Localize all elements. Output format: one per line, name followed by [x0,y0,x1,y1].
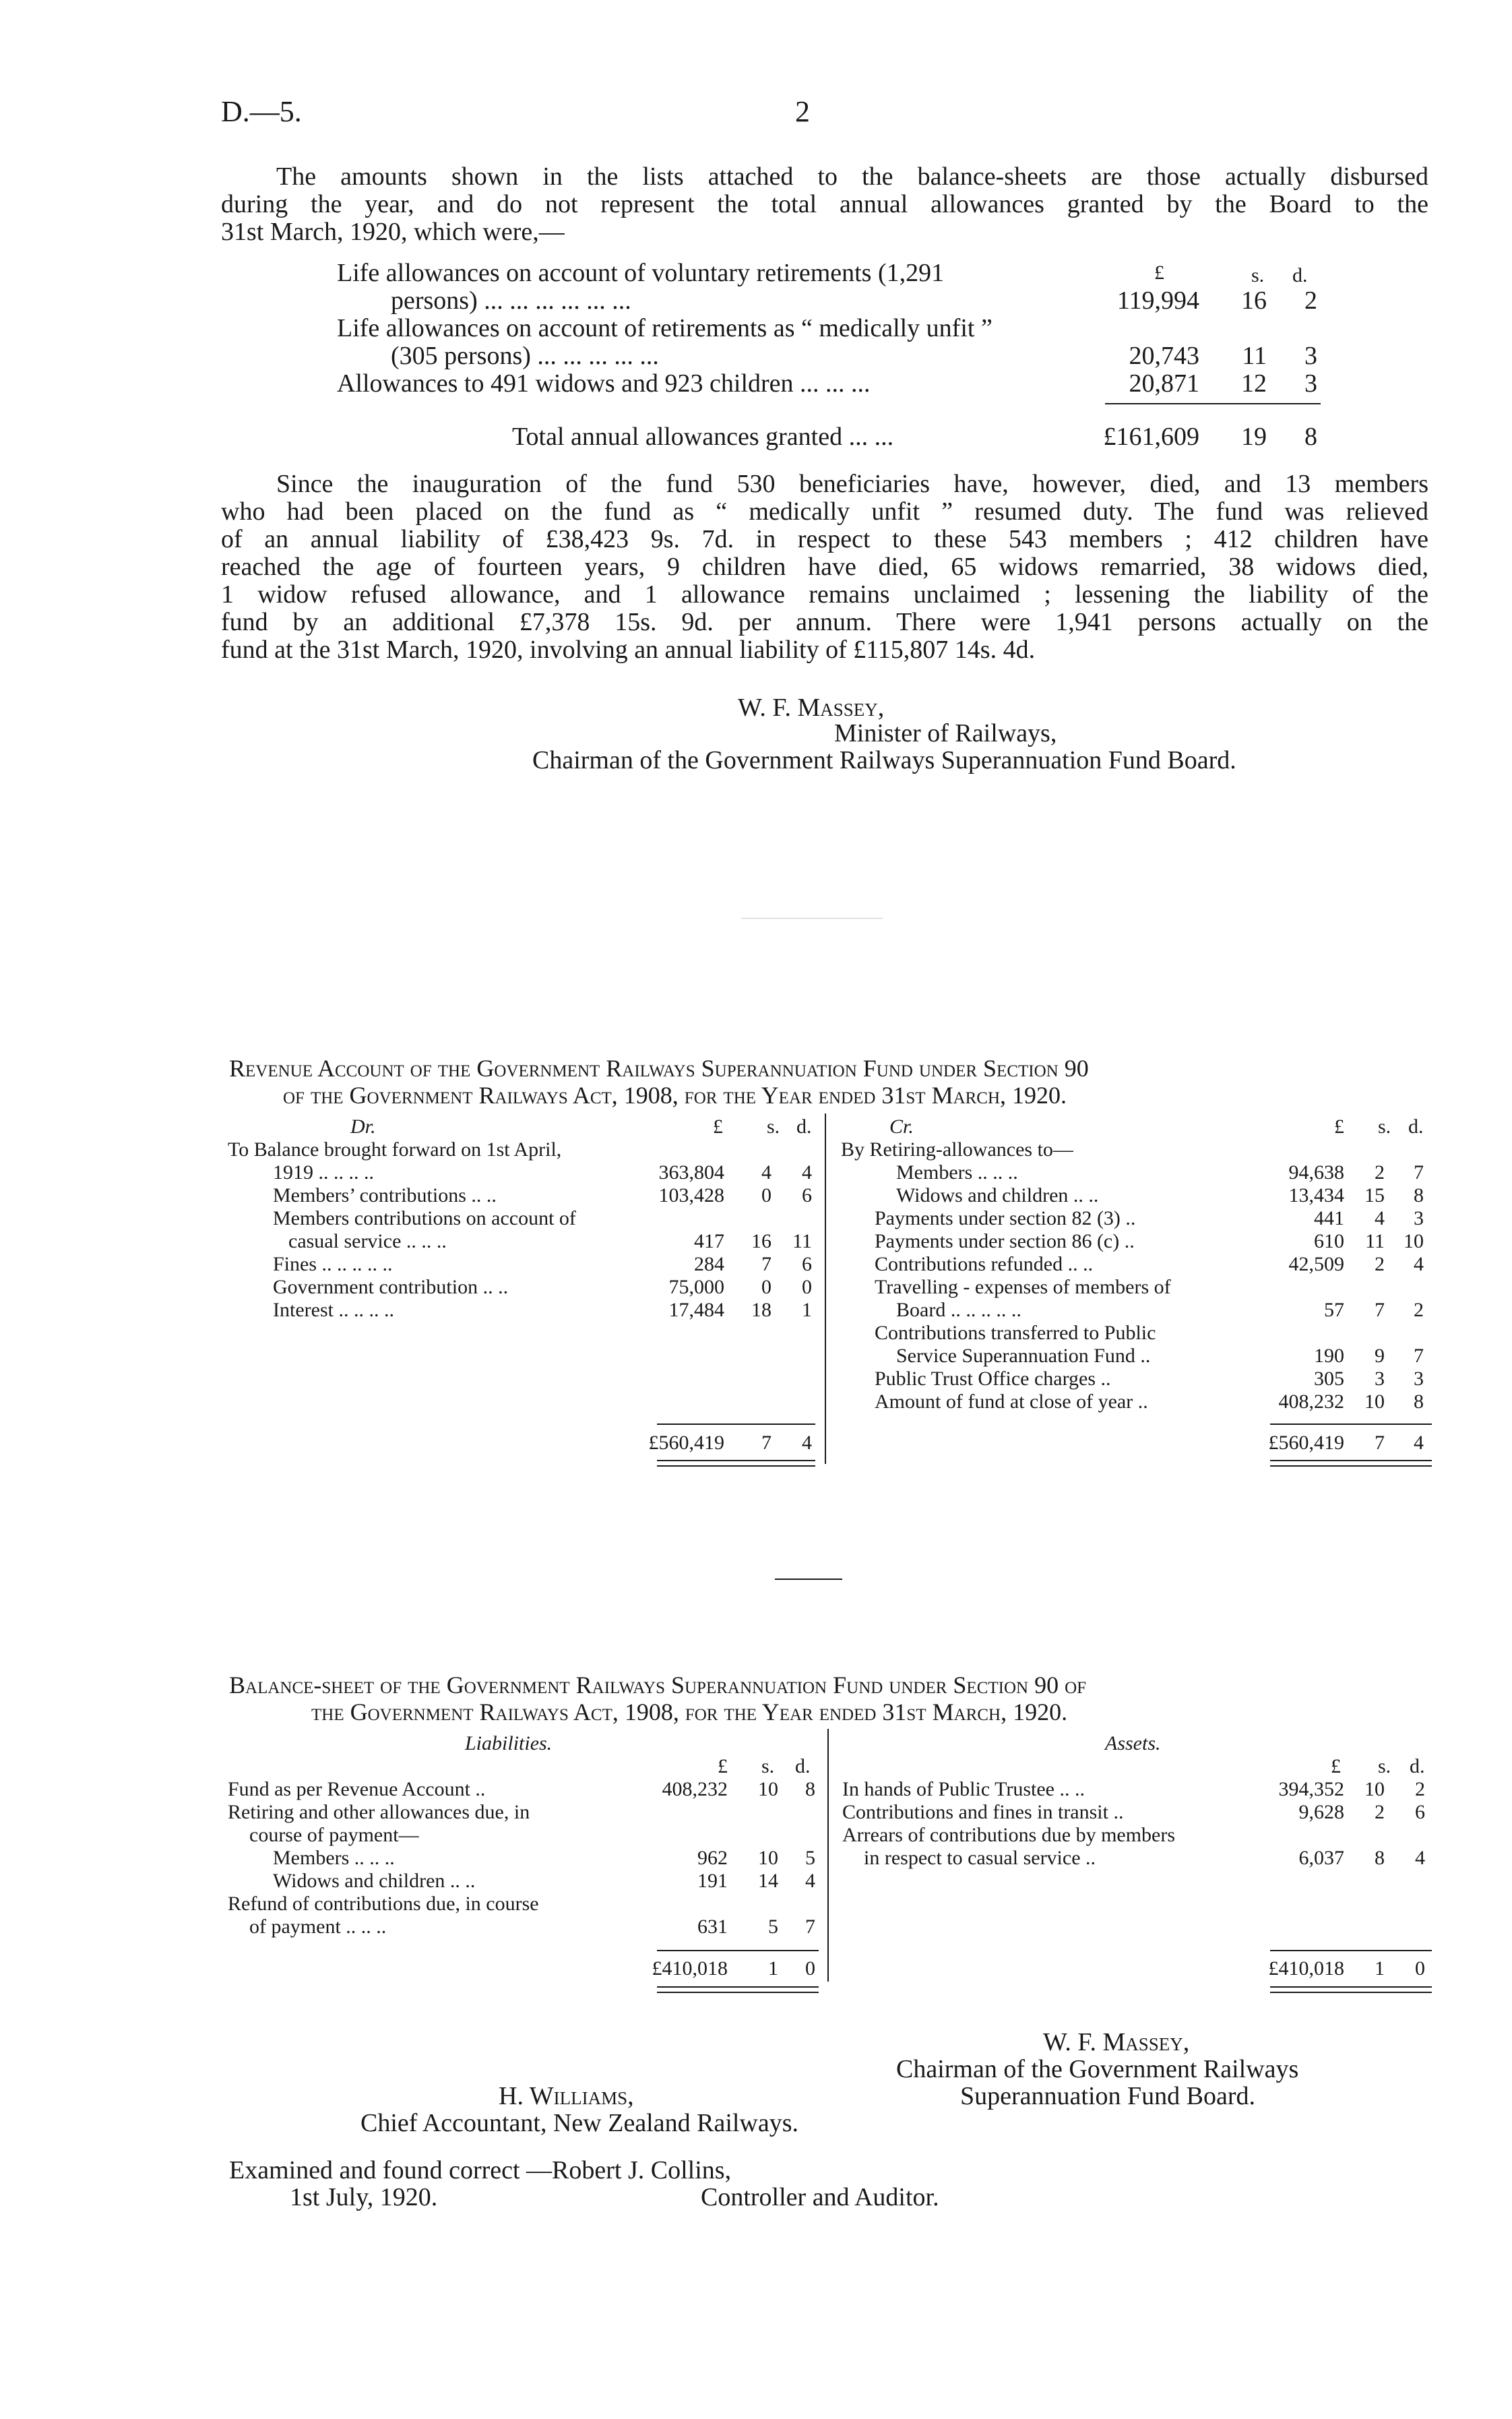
dr-label: Dr. [350,1115,376,1138]
cr-row-label: Members .. .. .. [896,1161,1018,1184]
paragraph-line: fund by an additional £7,378 15s. 9d. per annum. There were 1,941 persons actually on the [221,608,1428,636]
allowance-pounds: 20,743 [1129,342,1199,370]
dr-row-label: Members contributions on account of [273,1207,576,1229]
liab-total-pounds: £410,018 [652,1957,728,1980]
subtotal-rule [1105,403,1321,404]
asset-row-shillings: 8 [1375,1847,1385,1869]
asset-row-pence: 2 [1415,1778,1425,1800]
paragraph-line: who had been placed on the fund as “ medically unfit ” resumed duty. The fund was relieved [221,497,1428,526]
cr-row-label: Public Trust Office charges .. [875,1368,1111,1390]
massey-title: Superannuation Fund Board. [960,2082,1256,2110]
liab-row-pounds: 631 [697,1916,728,1938]
dr-row-pence: 4 [802,1161,812,1184]
column-divider [825,1113,826,1464]
asset-row-label: Contributions and fines in transit .. [842,1801,1124,1823]
asset-row-shillings: 10 [1364,1778,1385,1800]
cr-row-pence: 3 [1414,1368,1424,1390]
liab-row-label: Widows and children .. .. [273,1870,476,1892]
cr-row-shillings: 11 [1365,1230,1385,1252]
audit-date: 1st July, 1920. [290,2183,438,2211]
allowances-total-pence: 8 [1304,423,1317,451]
massey-title: Chairman of the Government Railways [896,2055,1299,2083]
cr-row-shillings: 10 [1364,1390,1385,1413]
liab-row-label: Members .. .. .. [273,1847,395,1869]
paragraph-line: reached the age of fourteen years, 9 children have died, 65 widows remarried, 38 widows died, [221,553,1428,581]
column-divider [827,1729,829,1982]
dr-row-label: 1919 .. .. .. .. [273,1161,374,1184]
liab-row-shillings: 5 [768,1916,778,1938]
cr-row-label: Payments under section 86 (c) .. [875,1230,1135,1252]
liab-row-label: of payment .. .. .. [249,1916,387,1938]
allowance-shillings: 11 [1242,342,1267,370]
liab-double-rule [657,1986,819,1993]
cr-row-pounds: 42,509 [1288,1253,1344,1275]
allowance-shillings: 16 [1241,286,1267,315]
shillings-header: s. [1378,1755,1391,1777]
liab-row-pence: 5 [805,1847,815,1869]
dr-row-pence: 11 [792,1230,812,1252]
allowance-pence: 2 [1304,286,1317,315]
liab-row-label: course of payment— [249,1824,419,1846]
pounds-header: £ [718,1755,728,1777]
cr-row-pounds: 190 [1314,1345,1344,1367]
dr-row-pounds: 284 [694,1253,724,1275]
revenue-title: Revenue Account of the Government Railways Superannuation Fund under Section 90 [229,1055,1089,1082]
cr-row-pounds: 57 [1324,1299,1344,1321]
dr-row-shillings: 4 [761,1161,771,1184]
liab-row-pence: 4 [805,1870,815,1892]
dr-total-pounds: £560,419 [648,1432,724,1454]
liab-row-pence: 8 [805,1778,815,1800]
cr-row-pounds: 305 [1314,1368,1344,1390]
signatory-title: Minister of Railways, [834,719,1057,747]
dr-total-shillings: 7 [761,1432,771,1454]
dr-double-rule [657,1460,815,1467]
allowances-total-shillings: 19 [1241,423,1267,451]
cr-row-label: Amount of fund at close of year .. [875,1390,1148,1413]
page-number: 2 [795,95,810,128]
liabilities-label: Liabilities. [465,1732,553,1754]
massey-name: W. F. Massey, [1043,2028,1190,2056]
dr-row-label: Interest .. .. .. .. [273,1299,394,1321]
intro-line: The amounts shown in the lists attached to the balance-sheets are those actually disbursed [276,162,1428,191]
auditor-title: Controller and Auditor. [701,2183,939,2211]
dr-total-pence: 4 [802,1432,812,1454]
liab-row-label: Fund as per Revenue Account .. [228,1778,486,1800]
cr-row-shillings: 2 [1375,1161,1385,1184]
dr-row-pence: 6 [802,1253,812,1275]
asset-total-pounds: £410,018 [1268,1957,1344,1980]
asset-total-shillings: 1 [1375,1957,1385,1980]
cr-row-label: Widows and children .. .. [896,1184,1099,1206]
dr-row-pounds: 417 [694,1230,724,1252]
cr-row-pence: 4 [1414,1253,1424,1275]
shillings-header: s. [761,1755,775,1777]
cr-row-pounds: 441 [1314,1207,1344,1229]
cr-row-label: By Retiring-allowances to— [841,1138,1073,1161]
liab-row-label: Retiring and other allowances due, in [228,1801,530,1823]
allowances-total-pounds: £161,609 [1103,423,1199,451]
cr-row-pence: 2 [1414,1299,1424,1321]
liab-row-label: Refund of contributions due, in course [228,1893,539,1915]
dr-row-pounds: 75,000 [668,1276,724,1298]
cr-total-pence: 4 [1414,1432,1424,1454]
dr-row-label: casual service .. .. .. [288,1230,447,1252]
dr-row-pounds: 17,484 [668,1299,724,1321]
pence-header: d. [1410,1755,1425,1777]
asset-row-label: In hands of Public Trustee .. .. [842,1778,1085,1800]
liab-row-shillings: 14 [758,1870,778,1892]
cr-row-pence: 8 [1414,1390,1424,1413]
pence-header: d. [1408,1115,1424,1138]
dr-row-label: To Balance brought forward on 1st April, [228,1138,562,1161]
cr-row-label: Payments under section 82 (3) .. [875,1207,1136,1229]
assets-label: Assets. [1105,1732,1161,1754]
cr-row-pence: 7 [1414,1345,1424,1367]
williams-name: H. Williams, [499,2082,634,2110]
asset-total-rule [1270,1950,1432,1951]
intro-line: during the year, and do not represent the total annual allowances granted by the Board to the [221,190,1428,218]
allowances-total-label: Total annual allowances granted ... ... [512,423,894,451]
dr-row-pounds: 103,428 [658,1184,724,1206]
allowance-item-line: persons) ... ... ... ... ... ... [391,286,631,315]
asset-row-pounds: 394,352 [1278,1778,1344,1800]
asset-row-pounds: 9,628 [1298,1801,1344,1823]
paragraph-line: fund at the 31st March, 1920, involving an annual liability of £115,807 14s. 4d. [221,636,1036,664]
cr-row-label: Service Superannuation Fund .. [896,1345,1151,1367]
cr-row-pounds: 408,232 [1278,1390,1344,1413]
asset-row-pence: 4 [1415,1847,1425,1869]
audit-line: Examined and found correct —Robert J. Collins, [229,2156,732,2184]
cr-row-shillings: 15 [1364,1184,1385,1206]
allowance-item-line: Allowances to 491 widows and 923 children ... ... ... [337,369,871,398]
cr-row-pounds: 13,434 [1288,1184,1344,1206]
cr-total-pounds: £560,419 [1268,1432,1344,1454]
allowance-item-line: Life allowances on account of retirements as “ medically unfit ” [337,314,993,342]
dr-row-pence: 1 [802,1299,812,1321]
cr-total-rule [1270,1423,1432,1425]
williams-title: Chief Accountant, New Zealand Railways. [360,2109,799,2137]
intro-line: 31st March, 1920, which were,— [221,218,565,246]
pence-header: d. [795,1755,811,1777]
faint-separator [741,918,883,919]
dr-row-shillings: 16 [751,1230,771,1252]
asset-total-pence: 0 [1415,1957,1425,1980]
cr-row-label: Travelling - expenses of members of [875,1276,1171,1298]
liab-total-rule [657,1950,819,1951]
document-reference: D.—5. [221,95,302,128]
asset-row-label: in respect to casual service .. [864,1847,1096,1869]
cr-total-shillings: 7 [1375,1432,1385,1454]
liab-row-shillings: 10 [758,1847,778,1869]
pence-header: d. [796,1115,812,1138]
shillings-header: s. [1251,264,1265,286]
liab-row-pounds: 962 [697,1847,728,1869]
asset-row-label: Arrears of contributions due by members [842,1824,1176,1846]
cr-row-shillings: 3 [1375,1368,1385,1390]
dr-row-label: Members’ contributions .. .. [273,1184,497,1206]
pounds-header: £ [1154,262,1164,284]
paragraph-line: of an annual liability of £38,423 9s. 7d. in respect to these 543 members ; 412 children have [221,525,1428,553]
liab-row-shillings: 10 [758,1778,778,1800]
allowance-pence: 3 [1304,342,1317,370]
liab-row-pounds: 191 [697,1870,728,1892]
cr-row-pence: 10 [1404,1230,1424,1252]
cr-label: Cr. [889,1115,914,1138]
liab-row-pounds: 408,232 [662,1778,728,1800]
dr-row-shillings: 0 [761,1276,771,1298]
cr-double-rule [1270,1460,1432,1467]
section-separator [775,1579,842,1580]
cr-row-shillings: 4 [1375,1207,1385,1229]
allowance-item-line: Life allowances on account of voluntary retirements (1,291 [337,259,945,287]
allowance-item-line: (305 persons) ... ... ... ... ... [391,342,659,370]
revenue-title: of the Government Railways Act, 1908, for the Year ended 31st March, 1920. [283,1082,1067,1109]
cr-row-pence: 8 [1414,1184,1424,1206]
liab-row-pence: 7 [805,1916,815,1938]
asset-row-shillings: 2 [1375,1801,1385,1823]
pounds-header: £ [713,1115,723,1138]
allowance-pounds: 20,871 [1129,369,1199,398]
dr-total-rule [657,1423,815,1425]
cr-row-pounds: 610 [1314,1230,1344,1252]
dr-row-pounds: 363,804 [658,1161,724,1184]
cr-row-pence: 3 [1414,1207,1424,1229]
asset-row-pounds: 6,037 [1298,1847,1344,1869]
allowance-pounds: 119,994 [1116,286,1199,315]
allowance-pence: 3 [1304,369,1317,398]
liab-total-pence: 0 [805,1957,815,1980]
paragraph-line: 1 widow refused allowance, and 1 allowance remains unclaimed ; lessening the liability of the [221,580,1428,609]
cr-row-label: Board .. .. .. .. .. [896,1299,1021,1321]
shillings-header: s. [767,1115,780,1138]
dr-row-label: Fines .. .. .. .. .. [273,1253,393,1275]
dr-row-label: Government contribution .. .. [273,1276,509,1298]
pounds-header: £ [1334,1115,1344,1138]
asset-row-pence: 6 [1415,1801,1425,1823]
dr-row-shillings: 7 [761,1253,771,1275]
balance-title: the Government Railways Act, 1908, for the Year ended 31st March, 1920. [311,1698,1068,1725]
asset-double-rule [1270,1986,1432,1993]
cr-row-pence: 7 [1414,1161,1424,1184]
cr-row-label: Contributions transferred to Public [875,1322,1156,1344]
liab-total-shillings: 1 [768,1957,778,1980]
dr-row-pence: 6 [802,1184,812,1206]
dr-row-pence: 0 [802,1276,812,1298]
dr-row-shillings: 0 [761,1184,771,1206]
balance-title: Balance-sheet of the Government Railways Superannuation Fund under Section 90 of [229,1672,1087,1698]
pounds-header: £ [1331,1755,1341,1777]
cr-row-shillings: 9 [1375,1345,1385,1367]
signatory-name: W. F. Massey, [738,694,885,722]
cr-row-shillings: 7 [1375,1299,1385,1321]
allowance-shillings: 12 [1241,369,1267,398]
dr-row-shillings: 18 [751,1299,771,1321]
signatory-title: Chairman of the Government Railways Superannuation Fund Board. [532,746,1236,774]
cr-row-label: Contributions refunded .. .. [875,1253,1094,1275]
paragraph-line: Since the inauguration of the fund 530 beneficiaries have, however, died, and 13 members [276,470,1428,498]
cr-row-shillings: 2 [1375,1253,1385,1275]
shillings-header: s. [1378,1115,1391,1138]
cr-row-pounds: 94,638 [1288,1161,1344,1184]
pence-header: d. [1292,264,1308,286]
